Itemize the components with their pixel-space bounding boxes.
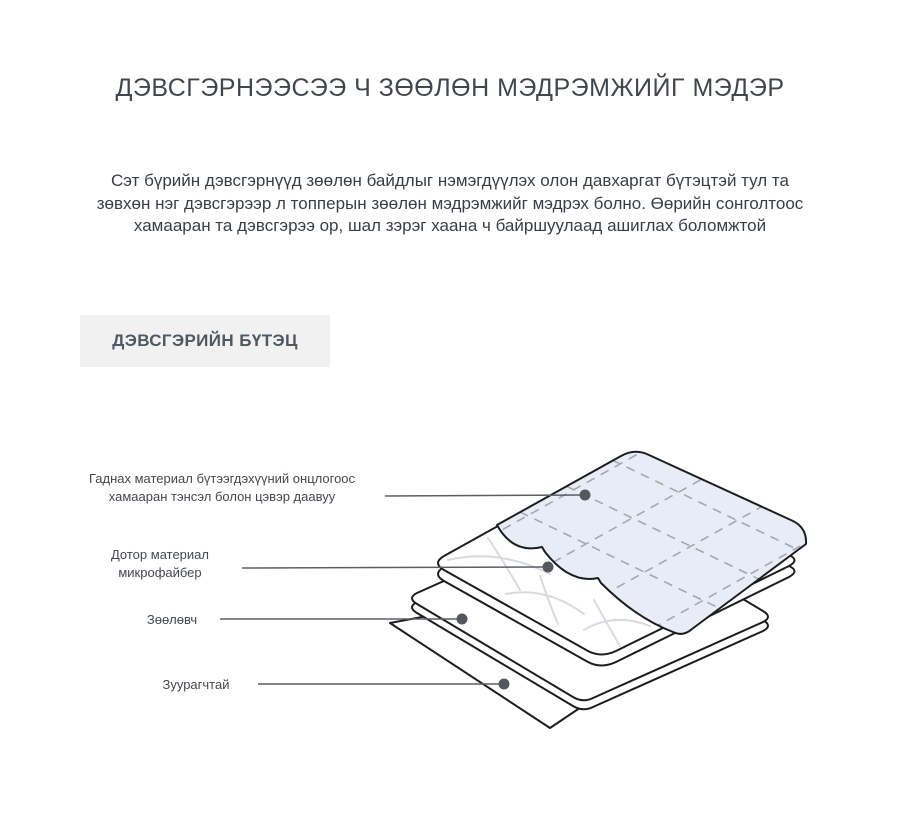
layer-label-line: Дотор материал [110,547,209,562]
layer-marker-dot [457,614,468,625]
layer-label-line: микрофайбер [118,565,202,580]
leader-line-inner-material [242,567,548,568]
layer-marker-dot [543,562,554,573]
layer-label-padding [60,611,284,629]
intro-line: хамааран та дэвсгэрээ ор, шал зэрэг хаана ч байршуулаад ашиглах боломжтой [133,216,767,235]
layer-label-inner-material [60,546,260,582]
layer-label-line: Гаднах материал бүтээгдэхүүний онцлогоос [88,471,356,486]
page-title: ДЭВСГЭРНЭЭСЭЭ Ч ЗӨӨЛӨН МЭДРЭМЖИЙГ МЭДЭР [115,74,785,102]
intro-line: Сэт бүрийн дэвсгэрнүүд зөөлөн байдлыг нэмэгдүүлэх олон давхаргат бүтэцтэй тул та [111,171,789,190]
layer-marker-dot [499,679,510,690]
layer-label-line: хамааран тэнсэл болон цэвэр даавуу [108,489,336,504]
leader-line-outer-fabric [385,495,585,496]
section-badge-label: ДЭВСГЭРИЙН БҮТЭЦ [112,331,298,350]
layer-marker-dot [580,490,591,501]
layer-label-anti-slip [60,676,332,694]
intro-line: зөвхөн нэг дэвсгэрээр л топперын зөөлөн мэдрэмжийг мэдрэх болно. Өөрийн сонголтоос [96,193,804,213]
layer-label-line: Зөөлөвч [146,612,198,627]
layer-label-line: Зуурагчтай [162,677,230,692]
layer-label-outer-fabric [77,470,367,506]
